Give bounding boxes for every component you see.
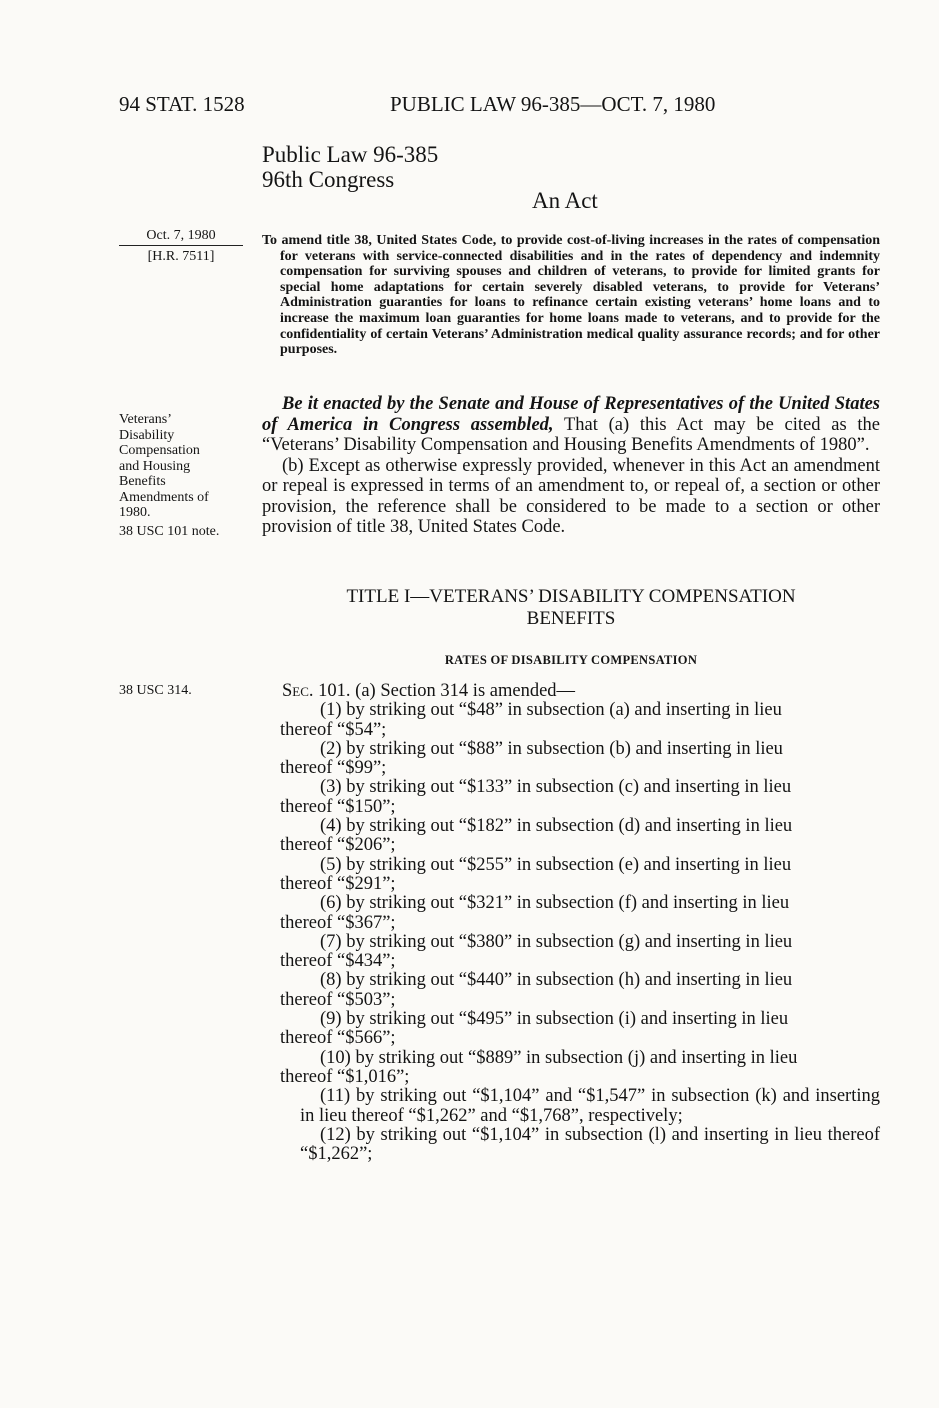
congress-number: 96th Congress	[262, 167, 395, 192]
amendment-item-11: (11) by striking out “$1,104” and “$1,547” in subsection (k) and inserting in lieu thereof “$1,262” and “$1,768”, respectively;	[300, 1086, 880, 1126]
amendment-item-12: (12) by striking out “$1,104” in subsection (l) and inserting in lieu thereof “$1,262”;	[300, 1124, 880, 1165]
amendment-item-main: (10) by striking out “$889” in subsection (j) and inserting in lieu	[320, 1047, 798, 1068]
margin-short-title-line: 1980.	[119, 505, 151, 520]
law-title-block	[262, 142, 438, 192]
amendment-item-continuation: thereof “$206”;	[280, 835, 396, 856]
margin-short-title-line: Amendments of	[119, 489, 209, 505]
running-header-law: PUBLIC LAW 96-385—OCT. 7, 1980	[390, 92, 716, 116]
margin-short-title-line: Benefits	[119, 474, 166, 489]
amendment-item-main: (2) by striking out “$88” in subsection (b) and inserting in lieu	[320, 738, 783, 759]
margin-short-title-line: and Housing	[119, 458, 191, 474]
margin-short-title-line: Disability	[119, 427, 175, 443]
amendment-item	[282, 778, 880, 817]
amendment-item-continuation: thereof “$1,016”;	[280, 1066, 410, 1087]
enacting-clause-italic: Be it enacted by the Senate and House of Representatives of the United States of America in Congress assembled,	[262, 394, 880, 435]
enacting-clause-rest: That (a) this Act may be cited as the “Veterans’ Disability Compensation and Housing Benefits Amendments of 1980”.	[262, 414, 881, 455]
amendment-item-main: (6) by striking out “$321” in subsection (f) and inserting in lieu	[320, 893, 790, 914]
section-label: Sec.	[282, 681, 314, 701]
amendment-item	[282, 1010, 880, 1049]
amendment-item-continuation: thereof “$566”;	[280, 1028, 396, 1049]
section-101	[282, 682, 880, 1164]
margin-date-block	[119, 228, 243, 265]
title-heading-line-1: TITLE I—VETERANS’ DISABILITY COMPENSATION	[346, 586, 796, 607]
margin-short-title-line: Compensation	[119, 443, 200, 458]
purpose-text: To amend title 38, United States Code, to provide cost-of-living increases in the rates of compensation for veterans with service-connected disabilities and in the rates of dependency and indemnity compensation for surviving spouses and children of veterans, to provide for limited grants for special home adaptations for certain severely disabled veterans, to provide for Veterans’ Administration guaranties for loans to refinance certain existing veterans’ home loans and to increase the maximum loan guaranties for home loans made to veterans, and to provide for the confidentiality of certain Veterans’ Administration medical quality assurance records; and for other purposes.	[262, 233, 880, 358]
amendment-item-main: (1) by striking out “$48” in subsection (a) and inserting in lieu	[320, 700, 782, 721]
amendment-item-continuation: thereof “$54”;	[280, 719, 387, 740]
title-heading-line-2: BENEFITS	[526, 607, 616, 629]
amendment-item	[282, 933, 880, 972]
amendment-item-main: (3) by striking out “$133” in subsection (c) and inserting in lieu	[320, 777, 792, 798]
amendment-items-list	[282, 701, 880, 1087]
amendment-item-continuation: thereof “$367”;	[280, 912, 396, 933]
amendment-item-continuation: thereof “$434”;	[280, 951, 396, 972]
act-heading: An Act	[532, 188, 598, 213]
amendment-item-main: (8) by striking out “$440” in subsection (h) and inserting in lieu	[320, 970, 793, 991]
running-header-stat: 94 STAT. 1528	[119, 92, 245, 116]
law-number: Public Law 96-385	[262, 142, 439, 167]
amendment-item-main: (4) by striking out “$182” in subsection (d) and inserting in lieu	[320, 816, 793, 837]
amendment-item	[282, 740, 880, 779]
margin-short-title-line: Veterans’	[119, 412, 172, 427]
amendment-item-continuation: thereof “$503”;	[280, 989, 396, 1010]
margin-bill-number: [H.R. 7511]	[147, 249, 215, 264]
amendment-item-main: (5) by striking out “$255” in subsection (e) and inserting in lieu	[320, 854, 792, 875]
section-101-intro	[282, 682, 880, 701]
enacting-clause	[262, 394, 880, 538]
section-heading: RATES OF DISABILITY COMPENSATION	[444, 653, 698, 667]
purpose-paragraph	[262, 233, 880, 358]
margin-usc-note-1: 38 USC 101 note.	[119, 524, 220, 539]
margin-date: Oct. 7, 1980	[119, 228, 243, 246]
amendment-item-continuation: thereof “$291”;	[280, 873, 396, 894]
margin-usc-note-2: 38 USC 314.	[119, 683, 192, 698]
amendment-item-continuation: thereof “$150”;	[280, 796, 396, 817]
title-heading	[262, 586, 880, 629]
amendment-item-continuation: thereof “$99”;	[280, 758, 387, 779]
amendment-item	[282, 1049, 880, 1088]
amendment-item	[282, 817, 880, 856]
paragraph-b: (b) Except as otherwise expressly provided, whenever in this Act an amendment or repeal is expressed in terms of an amendment to, or repeal of, a section or other provision, the reference shall be considered to be made to a section or other provision of title 38, United States Code.	[262, 455, 880, 537]
margin-short-title-note	[119, 412, 209, 521]
amendment-item-main: (7) by striking out “$380” in subsection (g) and inserting in lieu	[320, 931, 793, 952]
amendment-item	[282, 856, 880, 895]
amendment-item	[282, 971, 880, 1010]
amendment-item	[282, 894, 880, 933]
amendment-item-main: (9) by striking out “$495” in subsection (i) and inserting in lieu	[320, 1009, 789, 1030]
section-intro-text: 101. (a) Section 314 is amended—	[313, 681, 576, 701]
amendment-item	[282, 701, 880, 740]
